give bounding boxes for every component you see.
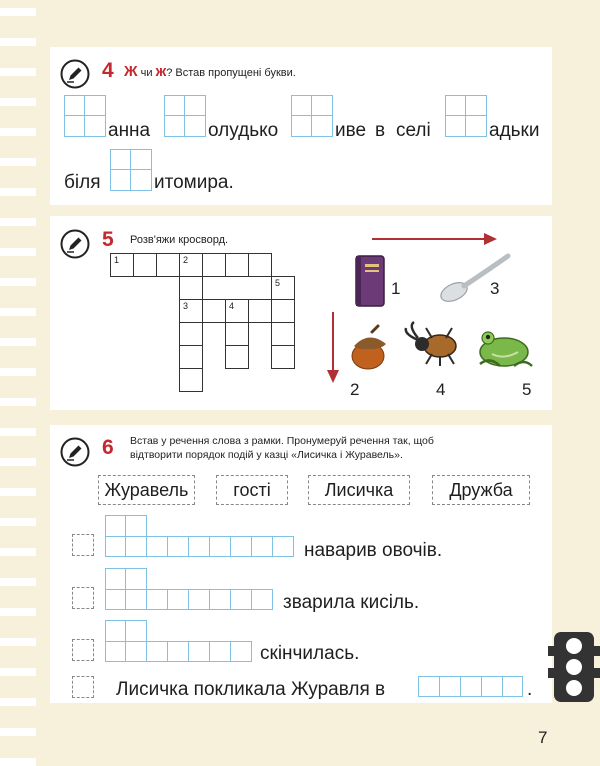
traffic-light-icon <box>548 630 600 704</box>
word: селі <box>396 120 431 141</box>
task-number: 4 <box>102 59 114 82</box>
word-fragment: итомира. <box>154 172 234 193</box>
book-icon <box>352 254 388 308</box>
task-instruction: відтворити порядок подій у казці «Лисичка і Журавель». <box>130 449 403 461</box>
sentence-text: скінчилась. <box>260 643 360 664</box>
sentence-end: . <box>527 679 533 700</box>
order-number-box[interactable] <box>72 534 94 556</box>
crossword-cell[interactable] <box>271 322 295 346</box>
word-frame: Журавель <box>98 475 195 505</box>
crossword-cell[interactable] <box>133 253 157 277</box>
pencil-icon <box>60 437 90 467</box>
word-frame: Лисичка <box>308 475 410 505</box>
task-number: 6 <box>102 436 114 459</box>
sentence-text: зварила кисіль. <box>283 592 420 613</box>
notebook-lines <box>0 0 36 765</box>
beetle-icon <box>402 320 464 368</box>
word-frame: гості <box>216 475 288 505</box>
crossword-cell[interactable]: 5 <box>271 276 295 300</box>
crossword-cell[interactable]: 2 <box>179 253 203 277</box>
task-6-card <box>50 425 552 703</box>
crossword-cell[interactable] <box>202 299 226 323</box>
arrow-right-icon <box>372 232 498 246</box>
pencil-icon <box>60 59 90 89</box>
clue-number: 2 <box>350 380 360 399</box>
word-fragment: иве <box>335 120 367 141</box>
arrow-down-icon <box>326 312 340 384</box>
crossword-cell[interactable] <box>248 253 272 277</box>
task-instruction: Ж чи ж? Встав пропущені букви. <box>124 63 296 80</box>
word: в <box>375 120 386 141</box>
task-5-card <box>50 216 552 410</box>
crossword-cell[interactable] <box>225 345 249 369</box>
crossword-cell[interactable] <box>271 345 295 369</box>
task-instruction: Розв'яжи кросворд. <box>130 234 229 246</box>
pencil-icon <box>60 229 90 259</box>
crossword-cell[interactable]: 4 <box>225 299 249 323</box>
word: біля <box>64 172 101 193</box>
order-number-box[interactable] <box>72 676 94 698</box>
crossword-cell[interactable] <box>225 322 249 346</box>
clue-number: 1 <box>391 279 401 298</box>
page-number: 7 <box>538 728 548 747</box>
order-number-box[interactable] <box>72 587 94 609</box>
clue-number: 4 <box>436 380 446 399</box>
word-fragment: олудько <box>208 120 279 141</box>
crossword-cell[interactable] <box>179 345 203 369</box>
crossword-cell[interactable] <box>179 322 203 346</box>
crossword-cell[interactable] <box>179 368 203 392</box>
crossword-cell[interactable] <box>156 253 180 277</box>
sentence-text: Лисичка покликала Журавля в <box>116 679 386 700</box>
crossword-cell[interactable] <box>248 299 272 323</box>
task-4-card <box>50 47 552 205</box>
task-instruction: Встав у речення слова з рамки. Пронумеруй речення так, щоб <box>130 435 434 447</box>
word-fragment: анна <box>108 120 151 141</box>
task-number: 5 <box>102 228 114 251</box>
spoon-icon <box>438 252 512 306</box>
sentence-text: наварив овочів. <box>304 540 443 561</box>
order-number-box[interactable] <box>72 639 94 661</box>
crossword-cell[interactable] <box>202 253 226 277</box>
crossword-cell[interactable]: 1 <box>110 253 134 277</box>
crossword-cell[interactable]: 3 <box>179 299 203 323</box>
word-frame: Дружба <box>432 475 530 505</box>
acorn-icon <box>344 324 394 372</box>
crossword-cell[interactable] <box>271 299 295 323</box>
crossword-cell[interactable] <box>225 253 249 277</box>
word-fragment: адьки <box>489 120 540 141</box>
clue-number: 3 <box>490 279 500 298</box>
clue-number: 5 <box>522 380 532 399</box>
crossword-cell[interactable] <box>179 276 203 300</box>
frog-icon <box>470 324 536 370</box>
